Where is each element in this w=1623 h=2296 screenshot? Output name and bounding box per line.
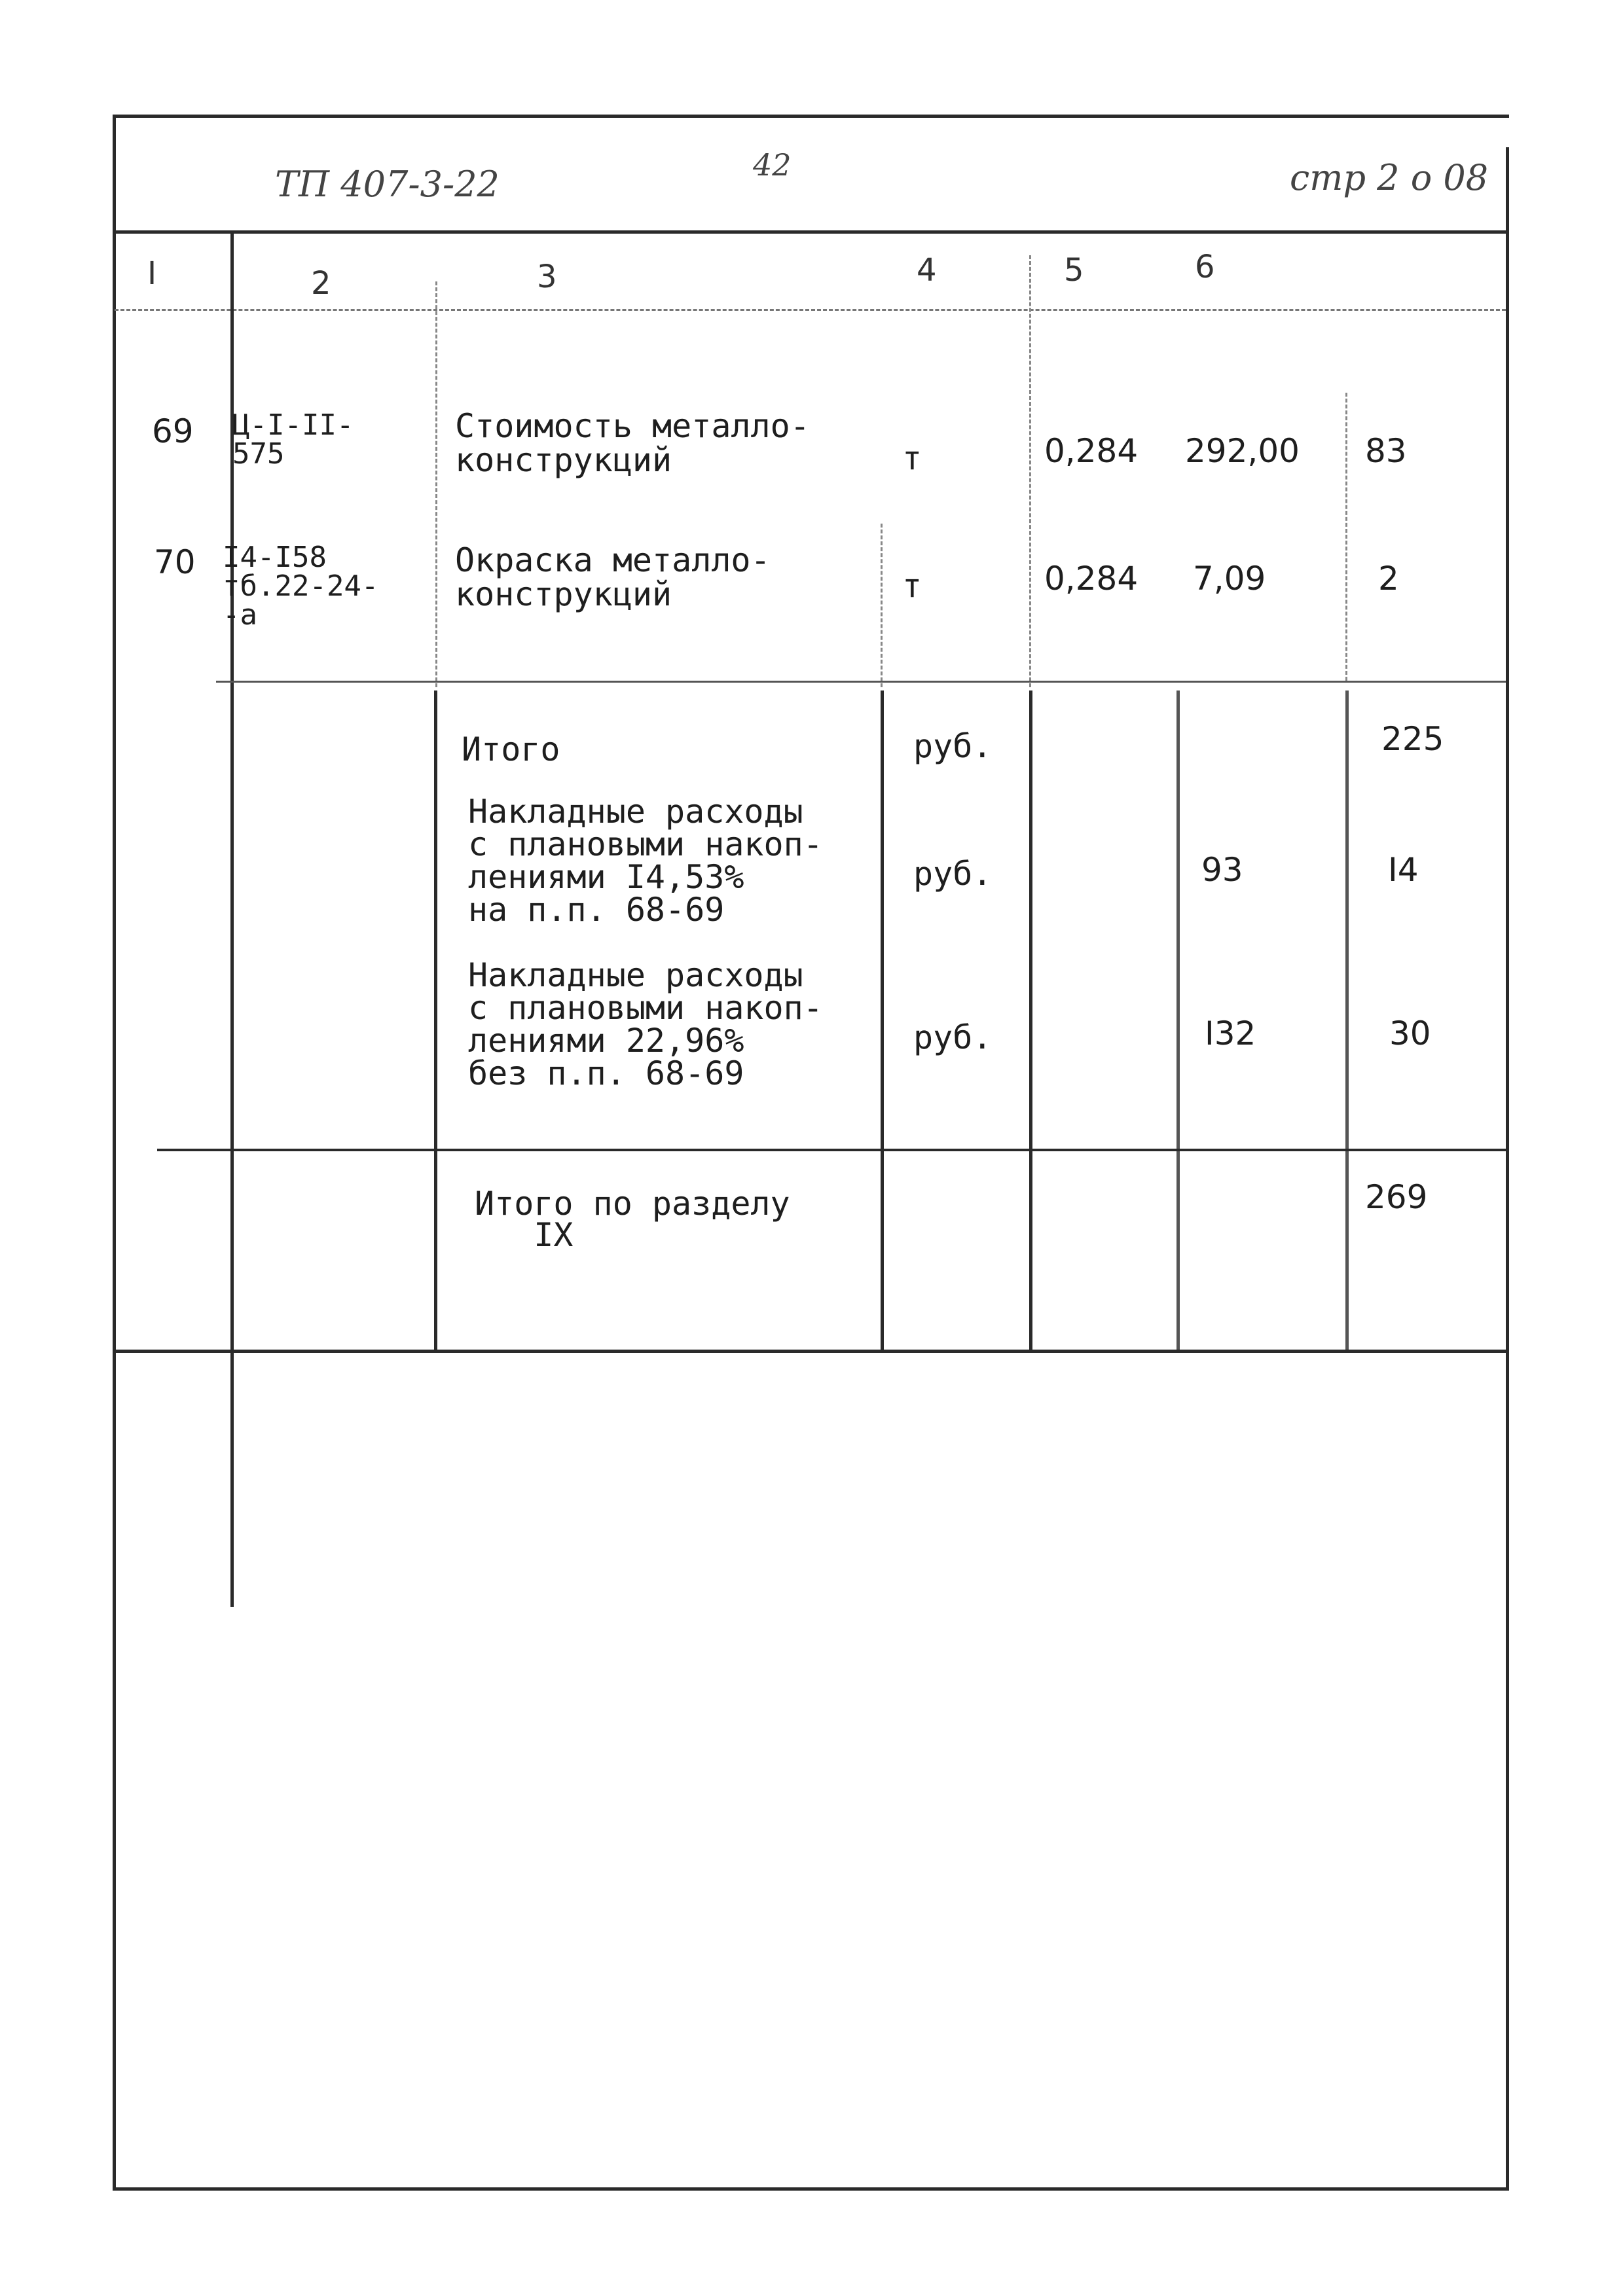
row-69-quantity: 0,284 xyxy=(1044,432,1139,470)
overhead-1-label: Накладные расходы с плановыми накоп- лениями I4,53% на п.п. 68-69 xyxy=(468,793,823,929)
frame-top xyxy=(115,115,1509,118)
col-2-header: 2 xyxy=(311,265,331,302)
subtotal-label: Итого xyxy=(462,730,560,768)
header-rule xyxy=(115,230,1509,234)
col-3-header: 3 xyxy=(537,259,557,295)
row-69-description: Стоимость металло- конструкций xyxy=(455,407,810,479)
frame-right xyxy=(1506,147,1509,2189)
overhead-2-label: Накладные расходы с плановыми накоп- лениями 22,96% без п.п. 68-69 xyxy=(468,956,823,1092)
overhead-1-base: 93 xyxy=(1201,851,1243,889)
row-69-unit: т xyxy=(902,439,922,477)
col-line-2 xyxy=(434,691,437,1353)
sheet-ref: стр 2 о 08 xyxy=(1290,157,1489,198)
col-line-5 xyxy=(1176,691,1180,1353)
row-70-quantity: 0,284 xyxy=(1044,560,1139,598)
frame-bottom xyxy=(115,2187,1509,2191)
col-line-6-upper xyxy=(1345,393,1347,681)
frame-left xyxy=(113,115,116,2191)
subtotal-total: 225 xyxy=(1381,720,1444,758)
overhead-1-total: I4 xyxy=(1388,851,1419,889)
row-70-number: 70 xyxy=(154,543,196,581)
section-total-value: 269 xyxy=(1365,1178,1428,1216)
row-69-price: 292,00 xyxy=(1185,432,1300,470)
row-70-price: 7,09 xyxy=(1193,560,1266,598)
row-69-number: 69 xyxy=(152,412,194,450)
overhead-2-base: I32 xyxy=(1205,1014,1256,1052)
overhead-2-unit: руб. xyxy=(913,1018,993,1056)
col-line-2-upper xyxy=(435,281,437,687)
col-line-3-upper xyxy=(881,524,883,687)
col-line-4 xyxy=(1029,691,1032,1353)
col-6-header: 6 xyxy=(1195,249,1215,285)
col-line-4-upper xyxy=(1029,255,1031,687)
row-69-total: 83 xyxy=(1365,432,1407,470)
section-total-rule xyxy=(157,1149,1506,1151)
overhead-2-total: 30 xyxy=(1389,1014,1431,1052)
row-70-unit: т xyxy=(902,567,922,605)
subtotal-unit: руб. xyxy=(913,727,993,765)
col-line-6 xyxy=(1345,691,1349,1353)
header-row-rule xyxy=(115,309,1506,311)
col-line-3 xyxy=(881,691,884,1353)
col-5-header: 5 xyxy=(1064,252,1084,289)
page-mark: 42 xyxy=(753,147,792,183)
row-69-code: Ц-I-II- 575 xyxy=(232,408,354,471)
section-total-label: Итого по разделу IX xyxy=(475,1185,790,1254)
items-end-rule xyxy=(216,681,1506,683)
row-70-total: 2 xyxy=(1378,560,1399,598)
col-4-header: 4 xyxy=(917,252,937,289)
overhead-1-unit: руб. xyxy=(913,855,993,893)
doc-code: ТП 407-3-22 xyxy=(275,164,500,205)
table-bottom-rule xyxy=(115,1350,1506,1353)
row-70-code: I4-I58 тб.22-24- -а xyxy=(223,541,379,632)
col-1-header: I xyxy=(147,255,157,292)
row-70-description: Окраска металло- конструкций xyxy=(455,541,771,613)
